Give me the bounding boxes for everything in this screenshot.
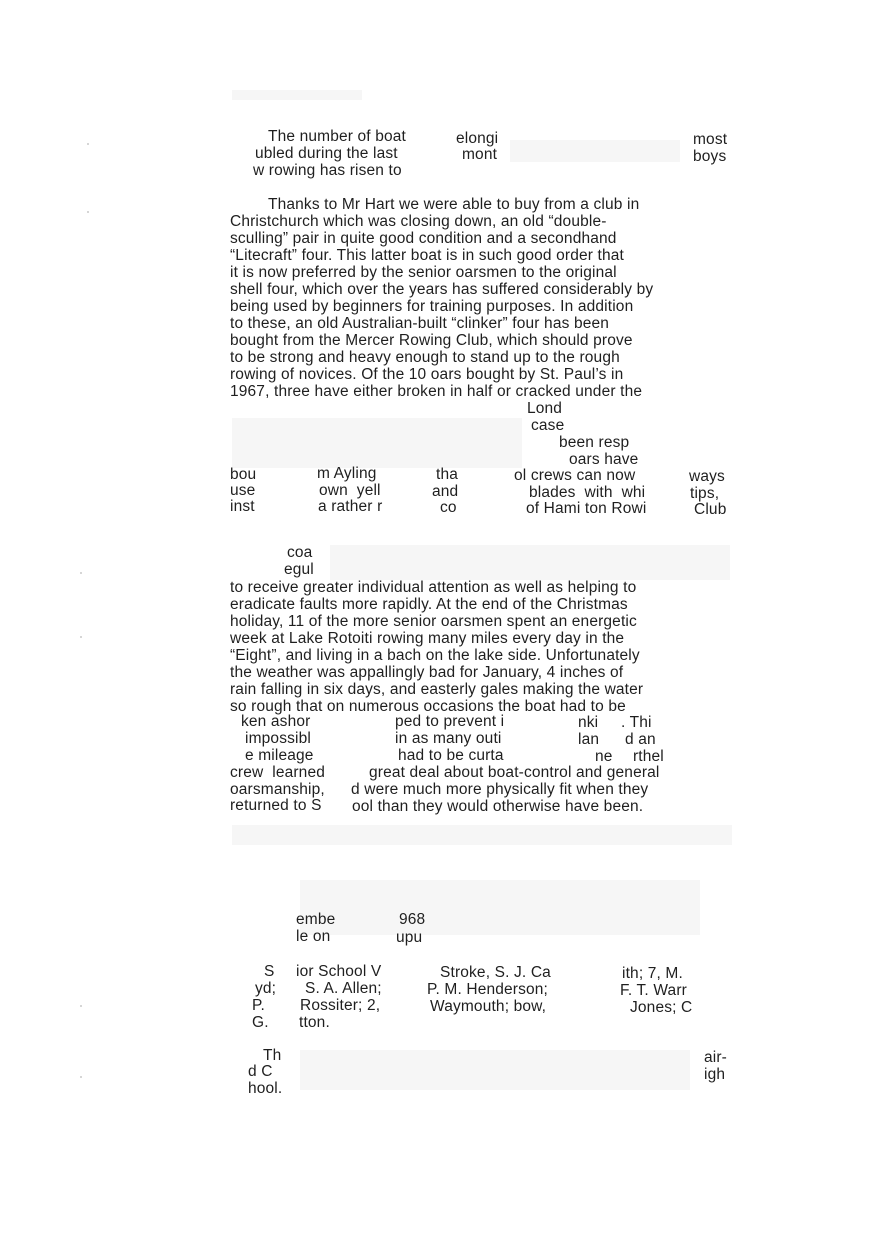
punch-mark: [80, 636, 82, 638]
text-line: 1967, three have either broken in half or cracked under the: [230, 383, 643, 400]
punch-mark: [80, 1005, 82, 1007]
text-fragment: bou: [230, 466, 257, 483]
text-fragment: in as many outi: [395, 730, 502, 747]
text-fragment: ol crews can now: [514, 467, 636, 484]
text-fragment: Rossiter; 2,: [300, 997, 381, 1014]
text-fragment: embe: [296, 911, 336, 928]
text-fragment: and: [432, 483, 459, 500]
text-line: The number of boat: [268, 128, 406, 145]
text-fragment: great deal about boat-control and general: [369, 764, 660, 781]
text-fragment: d were much more physically fit when they: [351, 781, 649, 798]
text-line: Thanks to Mr Hart we were able to buy from a club in: [268, 196, 640, 213]
text-fragment: G.: [252, 1014, 269, 1031]
text-line: eradicate faults more rapidly. At the end of the Christmas: [230, 596, 628, 613]
text-line: to receive greater individual attention as well as helping to: [230, 579, 637, 596]
text-line: week at Lake Rotoiti rowing many miles every day in the: [230, 630, 625, 647]
text-fragment: coa: [287, 544, 313, 561]
text-fragment: returned to S: [230, 797, 322, 814]
punch-mark: [87, 211, 89, 213]
text-fragment: hool.: [248, 1080, 283, 1097]
text-fragment: rthel: [633, 748, 664, 765]
text-fragment: tha: [436, 466, 458, 483]
text-fragment: own yell: [319, 482, 381, 499]
text-line: elongi: [456, 130, 499, 147]
scan-smudge: [232, 825, 732, 845]
text-fragment: ior School V: [296, 963, 382, 980]
text-line: rowing of novices. Of the 10 oars bought by St. Paul’s in: [230, 366, 624, 383]
text-line: “Litecraft” four. This latter boat is in such good order that: [230, 247, 624, 264]
text-fragment: tips,: [690, 485, 720, 502]
text-line: to these, an old Australian-built “clinker” four has been: [230, 315, 610, 332]
text-fragment: inst: [230, 498, 255, 515]
text-line: ubled during the last: [255, 145, 398, 162]
text-fragment: nki: [578, 714, 599, 731]
text-fragment: d an: [625, 731, 656, 748]
punch-mark: [80, 572, 82, 574]
scan-smudge: [300, 1050, 690, 1090]
text-fragment: yd;: [255, 980, 277, 997]
text-fragment: Lond: [527, 400, 563, 417]
text-fragment: F. T. Warr: [620, 982, 687, 999]
punch-mark: [87, 143, 89, 145]
text-fragment: S: [264, 963, 275, 980]
text-fragment: tton.: [299, 1014, 330, 1031]
text-fragment: use: [230, 482, 256, 499]
text-line: shell four, which over the years has suffered considerably by: [230, 281, 654, 298]
text-line: being used by beginners for training purposes. In addition: [230, 298, 634, 315]
text-line: boys: [693, 148, 727, 165]
text-fragment: Th: [263, 1047, 282, 1064]
text-fragment: ken ashor: [241, 713, 311, 730]
text-line: bought from the Mercer Rowing Club, which should prove: [230, 332, 633, 349]
text-line: sculling” pair in quite good condition and a secondhand: [230, 230, 617, 247]
text-fragment: oars have: [569, 451, 639, 468]
text-fragment: impossibl: [245, 730, 311, 747]
text-fragment: Stroke, S. J. Ca: [440, 964, 551, 981]
text-line: mont: [462, 146, 498, 163]
text-fragment: crew learned: [230, 764, 325, 781]
text-fragment: d C: [248, 1063, 273, 1080]
text-line: holiday, 11 of the more senior oarsmen spent an energetic: [230, 613, 637, 630]
text-line: it is now preferred by the senior oarsmen to the original: [230, 264, 617, 281]
scan-smudge: [232, 418, 522, 468]
text-fragment: Jones; C: [630, 999, 693, 1016]
text-fragment: had to be curta: [398, 747, 504, 764]
text-fragment: S. A. Allen;: [305, 980, 382, 997]
scan-smudge: [300, 880, 700, 935]
text-line: to be strong and heavy enough to stand up to the rough: [230, 349, 620, 366]
scan-smudge: [330, 545, 730, 580]
text-fragment: m Ayling: [317, 465, 377, 482]
text-fragment: co: [440, 499, 457, 516]
text-fragment: 968: [399, 911, 426, 928]
text-fragment: egul: [284, 561, 314, 578]
text-line: most: [693, 131, 728, 148]
punch-mark: [80, 1076, 82, 1078]
text-fragment: Waymouth; bow,: [430, 998, 547, 1015]
text-line: rain falling in six days, and easterly gales making the water: [230, 681, 644, 698]
text-fragment: case: [531, 417, 565, 434]
text-fragment: ith; 7, M.: [622, 965, 683, 982]
text-fragment: upu: [396, 929, 423, 946]
text-fragment: Club: [694, 501, 727, 518]
text-fragment: ool than they would otherwise have been.: [352, 798, 644, 815]
text-fragment: . Thi: [621, 714, 652, 731]
text-fragment: oarsmanship,: [230, 781, 325, 798]
text-fragment: blades with whi: [529, 484, 646, 501]
text-line: the weather was appallingly bad for January, 4 inches of: [230, 664, 624, 681]
text-line: w rowing has risen to: [253, 162, 402, 179]
text-fragment: of Hami ton Rowi: [526, 500, 647, 517]
text-fragment: e mileage: [245, 747, 314, 764]
text-fragment: P.: [252, 997, 265, 1014]
text-fragment: le on: [296, 928, 331, 945]
text-fragment: ne: [595, 748, 613, 765]
text-line: “Eight”, and living in a bach on the lake side. Unfortunately: [230, 647, 640, 664]
text-fragment: igh: [704, 1066, 726, 1083]
text-fragment: lan: [578, 731, 600, 748]
text-fragment: been resp: [559, 434, 630, 451]
text-fragment: ways: [689, 468, 725, 485]
text-fragment: air-: [704, 1049, 727, 1066]
text-fragment: P. M. Henderson;: [427, 981, 549, 998]
text-line: so rough that on numerous occasions the boat had to be: [230, 698, 626, 715]
scan-smudge: [510, 140, 680, 162]
text-fragment: a rather r: [318, 498, 383, 515]
scan-smudge: [232, 90, 362, 100]
text-line: Christchurch which was closing down, an old “double-: [230, 213, 607, 230]
text-fragment: ped to prevent i: [395, 713, 505, 730]
